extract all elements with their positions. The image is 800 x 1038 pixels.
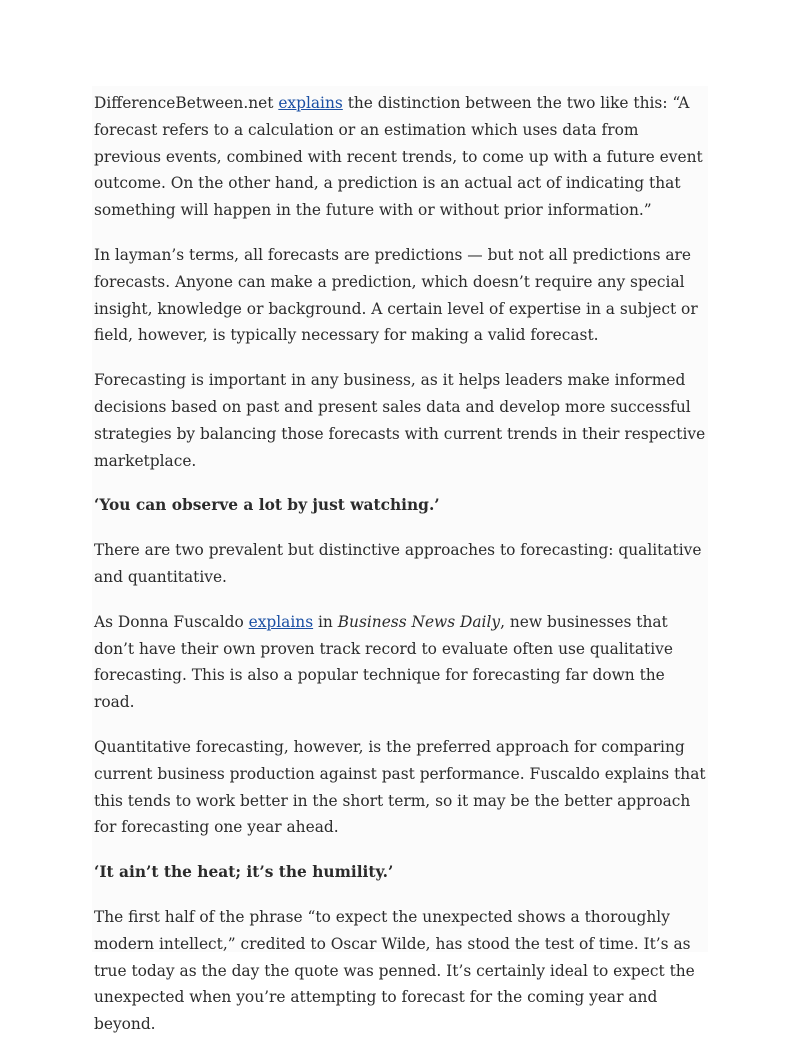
- paragraph-text: As Donna Fuscaldo: [94, 612, 249, 631]
- paragraph-laymans-terms: In layman’s terms, all forecasts are predictions — but not all predictions are forecasts. Anyone can make a prediction, which doesn’t require any special insight, knowledge or background. A certain level of expertise in a subject or field, however, is typically necessary for making a valid forecast.: [94, 245, 698, 345]
- publication-title: Business News Daily: [337, 612, 501, 631]
- section-heading-humility: ‘It ain’t the heat; it’s the humility.’: [94, 863, 394, 882]
- paragraph-quantitative: Quantitative forecasting, however, is the preferred approach for comparing current business production against past performance. Fuscaldo explains that this tends to work better in the short term, so it may be the better approach for forecasting one year ahead.: [94, 737, 706, 837]
- explains-link[interactable]: explains: [278, 94, 343, 112]
- paragraph-forecasting-importance: Forecasting is important in any business, as it helps leaders make informed decisions based on past and present sales data and develop more successful strategies by balancing those forecasts with current trends in their respective marketplace.: [94, 371, 706, 470]
- paragraph-two-approaches: There are two prevalent but distinctive approaches to forecasting: qualitative and quantitative.: [94, 541, 702, 586]
- paragraph-text: , new businesses that don’t have their own proven track record to evaluate often use qualitative forecasting. This is also a popular technique for forecasting far down the road.: [94, 612, 673, 712]
- paragraph-forecast-definition: [94, 90, 706, 224]
- paragraph-qualitative: [94, 609, 706, 716]
- paragraph-expect-unexpected: The first half of the phrase “to expect the unexpected shows a thoroughly modern intellect,” credited to Oscar Wilde, has stood the test of time. It’s as true today as the day the quote was penned. It’s certainly ideal to expect the unexpected when you’re attempting to forecast for the coming year and beyond.: [94, 907, 695, 1034]
- paragraph-text: the distinction between the two like this: “A forecast refers to a calculation or an estimation which uses data from previous events, combined with recent trends, to come up with a future event outcome. On the other hand, a prediction is an actual act of indicating that something will happen in the future with or without prior information.”: [94, 94, 703, 220]
- section-heading-observe: ‘You can observe a lot by just watching.’: [94, 496, 440, 515]
- explains-link[interactable]: explains: [248, 612, 314, 631]
- paragraph-text: DifferenceBetween.net: [94, 94, 279, 112]
- article-body: [92, 86, 708, 1034]
- paragraph-text: in: [313, 612, 338, 631]
